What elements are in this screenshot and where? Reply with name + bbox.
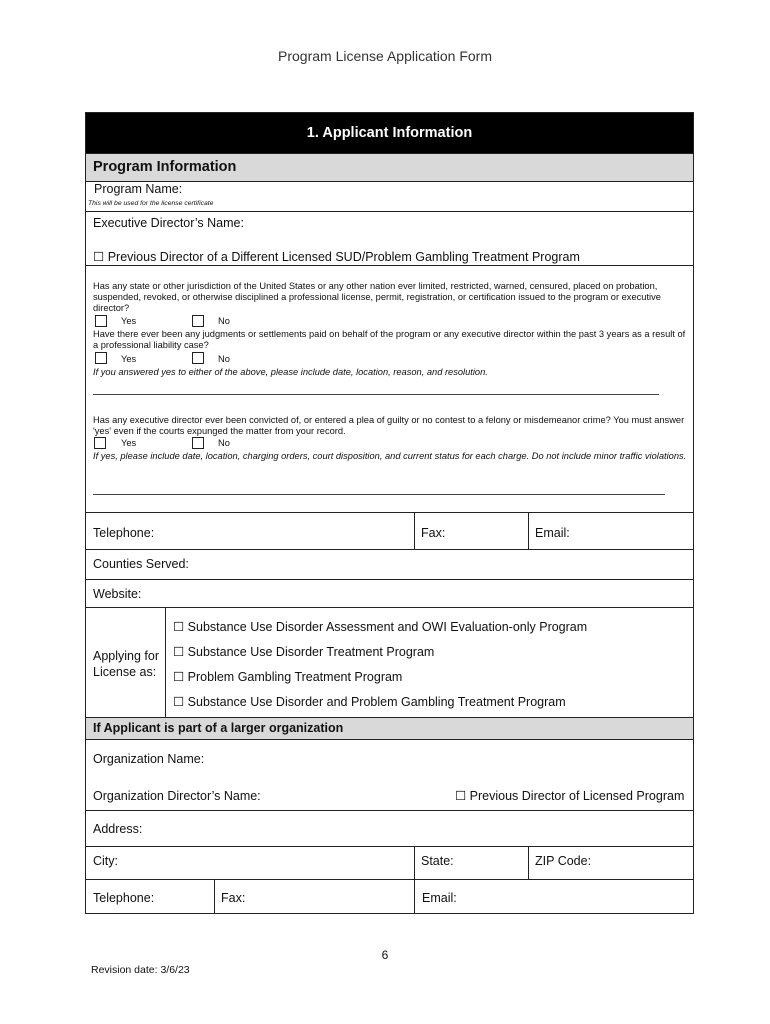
fax-label: Fax: [421, 526, 446, 540]
address-field[interactable] [86, 810, 693, 846]
org-prev-director-checkbox[interactable]: ☐ Previous Director of Licensed Program [455, 789, 685, 803]
license-option-gambling[interactable]: ☐ Problem Gambling Treatment Program [173, 670, 403, 684]
divider [414, 880, 415, 914]
divider [414, 847, 415, 880]
question-3: Has any executive director ever been convicted of, or entered a plea of guilty or no contest to a felony or misdemeanor crime? You must answer 'yes' even if the courts expunged the matter from your record. [93, 415, 685, 437]
org-email-label: Email: [422, 891, 457, 905]
organization-name-label: Organization Name: [93, 752, 205, 766]
zip-label: ZIP Code: [535, 854, 592, 868]
q12-note: If you answered yes to either of the above, please include date, location, reason, and resolution. [93, 367, 488, 377]
city-label: City: [93, 854, 118, 868]
org-contact-row [86, 879, 693, 913]
contact-row [86, 512, 693, 549]
organization-header-row [86, 717, 693, 739]
divider [528, 513, 529, 549]
organization-director-label: Organization Director’s Name: [93, 789, 261, 803]
exec-director-label: Executive Director’s Name: [93, 216, 244, 230]
license-option-sud[interactable]: ☐ Substance Use Disorder Treatment Program [173, 645, 435, 659]
divider [414, 513, 415, 549]
answer-line-2[interactable] [93, 494, 665, 496]
disciplinary-questions: Has any state or other jurisdiction of the United States or any other nation ever limited, restricted, warned, censured, placed on probation, suspended, revoked, or otherwise disciplined a professional license, permit, registration, or certification issued to the program or executive director? Yes No Have there ever been any judgments or settlements paid on behalf of the program or any executive director within the past 3 years as a result of a professional liability case? Yes No If you answered yes to either of the above, please include date, location, reason, and resolution. Has any executive director ever been convicted of, or entered a plea of guilty or no contest to a felony or misdemeanor crime? You must answer 'yes' even if the courts expunged the matter from your record. Yes No If yes, please include date, location, charging orders, court disposition, and current status for each charge. Do not include minor traffic violations. [86, 265, 693, 512]
question-2: Have there ever been any judgments or settlements paid on behalf of the program or any executive director within the past 3 years as a result of a professional liability case? [93, 329, 686, 351]
program-info-header-row [86, 153, 693, 181]
website-field[interactable] [86, 579, 693, 607]
state-label: State: [421, 854, 454, 868]
revision-date: Revision date: 3/6/23 [91, 964, 190, 976]
answer-line-1[interactable] [93, 394, 659, 396]
license-option-sud-owi[interactable]: ☐ Substance Use Disorder Assessment and OWI Evaluation-only Program [173, 620, 588, 634]
prev-director-checkbox[interactable]: ☐ Previous Director of a Different Licensed SUD/Problem Gambling Treatment Program [93, 250, 580, 264]
applicant-information-form [85, 112, 694, 914]
q3-no-checkbox[interactable] [192, 437, 204, 449]
org-fax-label: Fax: [221, 891, 246, 905]
question-1: Has any state or other jurisdiction of the United States or any other nation ever limited, restricted, warned, censured, placed on probation, suspended, revoked, or otherwise disciplined a professional license, permit, registration, or certification issued to the program or executive director? [93, 281, 661, 314]
org-telephone-label: Telephone: [93, 891, 155, 905]
license-option-sud-gambling[interactable]: ☐ Substance Use Disorder and Problem Gambling Treatment Program [173, 695, 566, 709]
address-label: Address: [93, 822, 143, 836]
divider [214, 880, 215, 914]
program-info-header: Program Information [93, 159, 237, 175]
program-name-label: Program Name: [94, 182, 183, 196]
website-label: Website: [93, 587, 142, 601]
q1-no-checkbox[interactable] [192, 315, 204, 327]
organization-name-field[interactable] [86, 739, 693, 777]
program-name-note: This will be used for the license certificate [88, 200, 214, 207]
applying-label: Applying for License as: [93, 649, 160, 679]
document-title: Program License Application Form [278, 48, 492, 64]
q3-note: If yes, please include date, location, charging orders, court disposition, and current status for each charge. Do not include minor traffic violations. [93, 451, 687, 461]
organization-director-field[interactable] [86, 777, 693, 810]
counties-served-field[interactable] [86, 549, 693, 579]
program-name-field[interactable] [86, 181, 693, 211]
prev-director-label: Previous Director of a Different Licensed SUD/Problem Gambling Treatment Program [107, 250, 580, 264]
exec-director-field[interactable] [86, 211, 693, 265]
counties-label: Counties Served: [93, 557, 189, 571]
q3-yes-checkbox[interactable] [94, 437, 106, 449]
email-label: Email: [535, 526, 570, 540]
page-number: 6 [381, 948, 389, 962]
license-type-row [86, 607, 693, 717]
q1-yes-checkbox[interactable] [95, 315, 107, 327]
divider [528, 847, 529, 880]
section-header: 1. Applicant Information [86, 113, 693, 153]
divider [165, 608, 166, 717]
telephone-label: Telephone: [93, 526, 155, 540]
city-state-zip-row [86, 846, 693, 879]
organization-header: If Applicant is part of a larger organization [93, 721, 344, 735]
q2-no-checkbox[interactable] [192, 352, 204, 364]
q2-yes-checkbox[interactable] [95, 352, 107, 364]
